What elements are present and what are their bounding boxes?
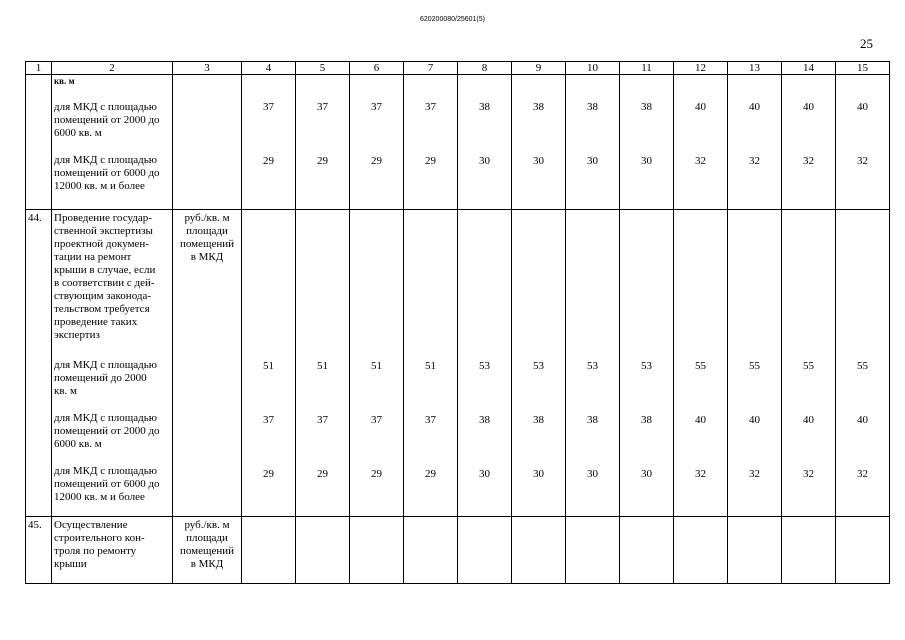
sub-row-label: [54, 451, 172, 504]
value-cell: [566, 75, 620, 210]
label-line: помещений от 6000 до: [54, 167, 160, 179]
label-line: для МКД с площадью: [54, 101, 157, 113]
value: 38: [479, 414, 490, 426]
value: 32: [803, 155, 814, 167]
value-cell: [782, 210, 836, 517]
row-number-cell: [26, 75, 52, 210]
value-cell: [566, 517, 620, 584]
value: 53: [587, 360, 598, 372]
title-line: в соответствии с дей-: [54, 277, 155, 289]
value-cell: [728, 517, 782, 584]
label-line: 6000 кв. м: [54, 438, 102, 450]
value: 55: [749, 360, 760, 372]
value: 30: [641, 468, 652, 480]
label-line: кв. м: [54, 385, 77, 397]
value: 29: [263, 468, 274, 480]
value: 30: [479, 468, 490, 480]
tariff-table: [25, 61, 890, 584]
column-number: 2: [52, 62, 173, 75]
value: 30: [533, 155, 544, 167]
value-cell: [836, 75, 890, 210]
unit-line: помещений: [179, 545, 235, 557]
value: 55: [857, 360, 868, 372]
unit-line: помещений: [179, 238, 235, 250]
document-code: 620200080/25601(5): [419, 16, 485, 23]
value: 37: [425, 101, 436, 113]
value-cell: [674, 517, 728, 584]
value-cell: [242, 75, 296, 210]
column-number: 12: [674, 62, 728, 75]
label-line: для МКД с площадью: [54, 465, 157, 477]
value: 29: [425, 155, 436, 167]
value: 30: [479, 155, 490, 167]
title-line: Проведение государ-: [54, 212, 152, 224]
value: 40: [749, 101, 760, 113]
column-number-row: [26, 62, 890, 75]
value: 38: [533, 414, 544, 426]
title-line: проведение таких: [54, 316, 138, 328]
column-number: 13: [728, 62, 782, 75]
value: 29: [263, 155, 274, 167]
value-cell: [836, 210, 890, 517]
title-line: проектной докумен-: [54, 238, 149, 250]
unit-cell: [173, 210, 242, 517]
value-cell: [242, 210, 296, 517]
unit: [173, 210, 241, 264]
column-number: 7: [404, 62, 458, 75]
value-cell: [674, 75, 728, 210]
value-cell: [458, 517, 512, 584]
sub-row-label: [54, 89, 172, 140]
value: 29: [371, 468, 382, 480]
value: 29: [317, 155, 328, 167]
value: 40: [857, 414, 868, 426]
value: 37: [263, 414, 274, 426]
value: 29: [317, 468, 328, 480]
title-line: крыши: [54, 558, 87, 570]
value: 40: [857, 101, 868, 113]
value: 55: [803, 360, 814, 372]
value: 38: [587, 414, 598, 426]
title-line: Осуществление: [54, 519, 128, 531]
top-fragment: кв. м: [54, 76, 75, 86]
column-number: 6: [350, 62, 404, 75]
column-number: 15: [836, 62, 890, 75]
value: 40: [695, 414, 706, 426]
label-line: помещений от 2000 до: [54, 425, 160, 437]
label-line: помещений от 6000 до: [54, 478, 160, 490]
row-number: 45.: [26, 517, 52, 584]
column-number: 14: [782, 62, 836, 75]
unit-line: руб./кв. м: [184, 212, 230, 224]
value: 32: [749, 155, 760, 167]
description-cell: [52, 210, 173, 517]
value: 37: [317, 101, 328, 113]
column-number: 1: [26, 62, 52, 75]
value: 40: [803, 101, 814, 113]
unit-line: площади: [186, 225, 228, 237]
value-cell: [512, 517, 566, 584]
title-line: тации на ремонт: [54, 251, 132, 263]
value-cell: [566, 210, 620, 517]
title-line: крыши в случае, если: [54, 264, 156, 276]
unit-cell: [173, 75, 242, 210]
label-line: 12000 кв. м и более: [54, 180, 145, 192]
value: 29: [425, 468, 436, 480]
value-cell: [728, 210, 782, 517]
label-line: помещений до 2000: [54, 372, 147, 384]
title-line: ственной экспертизы: [54, 225, 153, 237]
value-cell: [350, 75, 404, 210]
column-number: 4: [242, 62, 296, 75]
unit-line: площади: [186, 532, 228, 544]
label-line: для МКД с площадью: [54, 154, 157, 166]
value: 51: [317, 360, 328, 372]
item-title: [54, 517, 172, 571]
value: 29: [371, 155, 382, 167]
value: 55: [695, 360, 706, 372]
value: 32: [857, 468, 868, 480]
value-cell: [242, 517, 296, 584]
value: 32: [695, 155, 706, 167]
value-cell: [404, 210, 458, 517]
value: 38: [641, 414, 652, 426]
continuation-row: [26, 75, 890, 210]
title-line: экспертиз: [54, 329, 100, 341]
sub-row-label: [54, 398, 172, 451]
value: 32: [695, 468, 706, 480]
row-number: 44.: [26, 210, 52, 517]
value-cell: [350, 517, 404, 584]
value: 32: [749, 468, 760, 480]
label-line: для МКД с площадью: [54, 359, 157, 371]
item-title: [54, 210, 172, 342]
value-cell: [404, 75, 458, 210]
sub-row-label: [54, 140, 172, 193]
value: 53: [533, 360, 544, 372]
value-cell: [782, 517, 836, 584]
value-cell: [674, 210, 728, 517]
value-cell: [620, 517, 674, 584]
page-number: 25: [860, 36, 873, 51]
value: 38: [479, 101, 490, 113]
value-cell: [296, 75, 350, 210]
column-number: 11: [620, 62, 674, 75]
unit-cell: [173, 517, 242, 584]
value: 32: [857, 155, 868, 167]
label-line: для МКД с площадью: [54, 412, 157, 424]
unit: [173, 517, 241, 571]
description-cell: [52, 75, 173, 210]
value-cell: [458, 210, 512, 517]
column-number: 10: [566, 62, 620, 75]
unit-line: в МКД: [190, 251, 224, 263]
value: 51: [371, 360, 382, 372]
value: 37: [371, 101, 382, 113]
value-cell: [512, 210, 566, 517]
value-cell: [620, 210, 674, 517]
value: 38: [587, 101, 598, 113]
label-line: 12000 кв. м и более: [54, 491, 145, 503]
value: 53: [479, 360, 490, 372]
value-cell: [296, 517, 350, 584]
value: 30: [587, 468, 598, 480]
label-line: помещений от 2000 до: [54, 114, 160, 126]
unit-line: в МКД: [190, 558, 224, 570]
value: 30: [533, 468, 544, 480]
row-44: [26, 210, 890, 517]
title-line: ствующим законода-: [54, 290, 152, 302]
column-number: 3: [173, 62, 242, 75]
value: 32: [803, 468, 814, 480]
value-cell: [350, 210, 404, 517]
row-45: [26, 517, 890, 584]
label-line: 6000 кв. м: [54, 127, 102, 139]
value: 40: [803, 414, 814, 426]
value: 51: [425, 360, 436, 372]
value: 53: [641, 360, 652, 372]
value: 40: [695, 101, 706, 113]
value: 30: [587, 155, 598, 167]
value: 37: [425, 414, 436, 426]
title-line: тельством требуется: [54, 303, 150, 315]
value-cell: [512, 75, 566, 210]
description-cell: [52, 517, 173, 584]
column-number: 5: [296, 62, 350, 75]
unit-line: руб./кв. м: [184, 519, 230, 531]
value-cell: [296, 210, 350, 517]
value-cell: [458, 75, 512, 210]
value: 38: [533, 101, 544, 113]
title-line: строительного кон-: [54, 532, 145, 544]
value-cell: [836, 517, 890, 584]
value: 30: [641, 155, 652, 167]
title-line: троля по ремонту: [54, 545, 137, 557]
value: 37: [263, 101, 274, 113]
value-cell: [620, 75, 674, 210]
value: 40: [749, 414, 760, 426]
value-cell: [404, 517, 458, 584]
value: 51: [263, 360, 274, 372]
column-number: 9: [512, 62, 566, 75]
value-cell: [782, 75, 836, 210]
value-cell: [728, 75, 782, 210]
column-number: 8: [458, 62, 512, 75]
value: 38: [641, 101, 652, 113]
sub-row-label: [54, 342, 172, 398]
value: 37: [317, 414, 328, 426]
value: 37: [371, 414, 382, 426]
